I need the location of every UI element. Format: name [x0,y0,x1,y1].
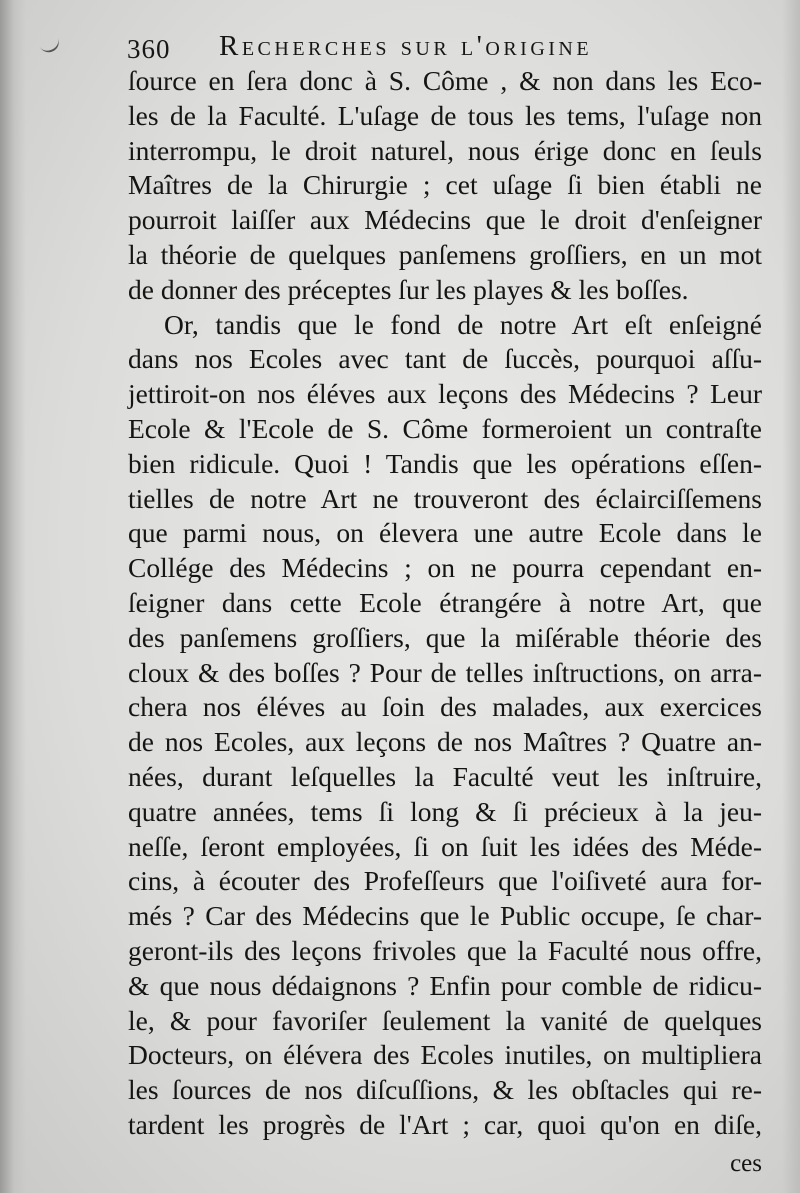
body-text [128,64,762,1143]
text-line: cins, à écouter des Profeſſeurs que l'oiſiveté aura for- [128,865,762,897]
text-line: interrompu, le droit naturel, nous érige donc en ſeuls [128,134,762,166]
text-line: Collége des Médecins ; on ne pourra cependant en- [128,552,762,584]
text-line: & que nous dédaignons ? Enfin pour comble de ridicu- [128,969,762,1001]
ink-mark [38,34,62,55]
page-edge-shadow [782,0,800,1193]
text-line: chera nos éléves au ſoin des malades, aux exercices [128,691,762,723]
text-line: les ſources de nos diſcuſſions, & les obſtacles qui re- [128,1074,762,1106]
text-line: pourroit laiſſer aux Médecins que le droit d'enſeigner [128,204,762,236]
text-line: ſource en ſera donc à S. Côme , & non dans les Eco- [128,65,762,96]
text-line: jettiroit-on nos éléves aux leçons des Médecins ? Leur [128,378,762,410]
text-line: Or, tandis que le fond de notre Art eſt enſeigné [164,308,762,340]
text-line: la théorie de quelques panſemens groſſiers, en un mot [128,238,762,270]
text-line: de donner des préceptes ſur les playes & les boſſes. [128,273,689,305]
page-gutter-shadow [0,0,26,1193]
text-line: quatre années, tems ſi long & ſi précieux à la jeu- [128,795,762,827]
text-line: que parmi nous, on élevera une autre Ecole dans le [128,517,762,549]
text-line: Maîtres de la Chirurgie ; cet uſage ſi bien établi ne [128,169,762,201]
text-line: neſſe, ſeront employées, ſi on ſuit les idées des Méde- [128,830,762,862]
running-head: Recherches sur l'origine [219,30,593,62]
text-line: tardent les progrès de l'Art ; car, quoi qu'on en diſe, [128,1108,762,1140]
text-line: geront-ils des leçons frivoles que la Faculté nous offre, [128,934,762,966]
text-line: nées, durant leſquelles la Faculté veut les inſtruire, [128,760,762,792]
text-line: tielles de notre Art ne trouveront des éclairciſſemens [128,482,762,514]
catchword: ces [730,1150,762,1177]
text-line: ſeigner dans cette Ecole étrangére à notre Art, que [128,586,762,618]
text-line: les de la Faculté. L'uſage de tous les tems, l'uſage non [128,99,762,131]
text-line: des panſemens groſſiers, que la miſérable théorie des [128,621,762,653]
text-line: dans nos Ecoles avec tant de ſuccès, pourquoi aſſu- [128,343,762,375]
text-line: Ecole & l'Ecole de S. Côme formeroient un contraſte [128,412,762,444]
text-line: de nos Ecoles, aux leçons de nos Maîtres ? Quatre an- [128,726,762,758]
text-line: bien ridicule. Quoi ! Tandis que les opérations eſſen- [128,447,762,479]
text-line: le, & pour favoriſer ſeulement la vanité de quelques [128,1004,762,1036]
page-number: 360 [127,34,171,64]
text-line: més ? Car des Médecins que le Public occupe, ſe char- [128,900,762,932]
text-line: Docteurs, on élévera des Ecoles inutiles, on multipliera [128,1039,762,1071]
text-line: cloux & des boſſes ? Pour de telles inſtructions, on arra- [128,656,762,688]
